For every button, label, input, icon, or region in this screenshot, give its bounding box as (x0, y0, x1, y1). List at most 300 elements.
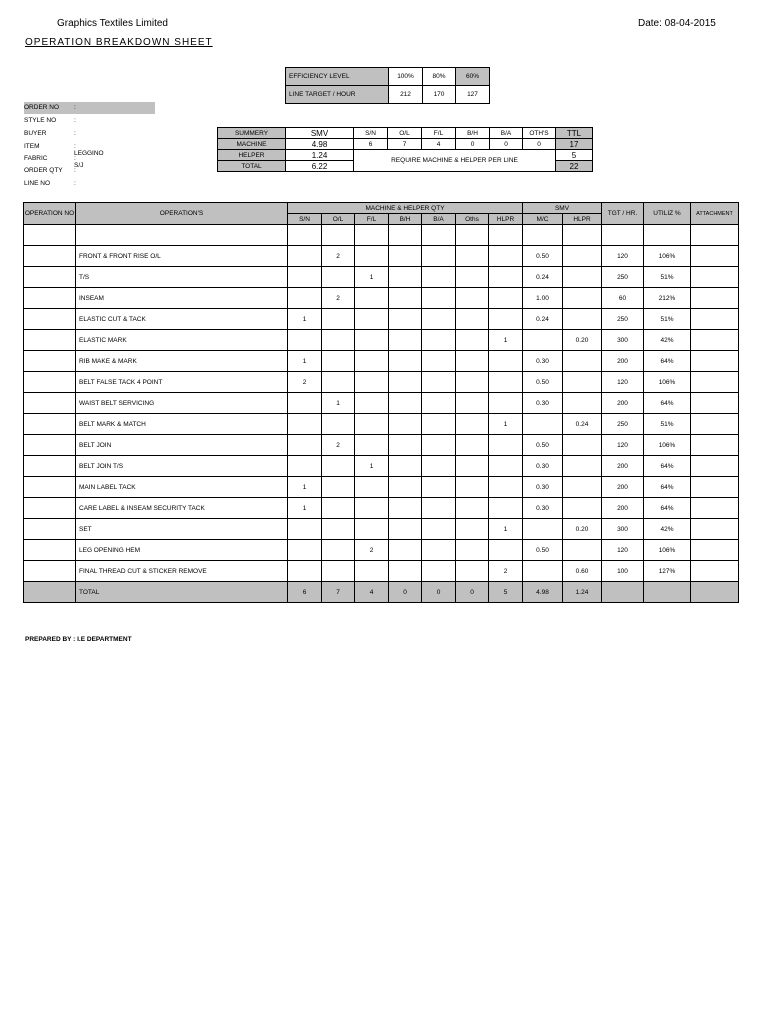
info-value: : (74, 117, 76, 124)
table-cell: 51% (644, 267, 691, 288)
table-cell: 200 (602, 498, 644, 519)
table-cell (489, 477, 523, 498)
table-cell: 1 (489, 519, 523, 540)
table-cell (563, 288, 602, 309)
table-cell: 0.30 (523, 498, 563, 519)
summary-count: 4 (422, 139, 456, 150)
table-cell (389, 477, 422, 498)
table-cell (563, 393, 602, 414)
table-cell (456, 246, 489, 267)
table-cell (563, 372, 602, 393)
table-cell (355, 561, 389, 582)
table-cell (456, 561, 489, 582)
col-header-operation-no: OPERATION NO (24, 203, 76, 225)
summary-count: 7 (388, 139, 422, 150)
operation-no-cell (24, 498, 76, 519)
info-value: : (74, 180, 76, 187)
operation-name: FRONT & FRONT RISE O/L (76, 246, 288, 267)
operation-no-cell (24, 435, 76, 456)
operation-no-cell (24, 330, 76, 351)
summary-header: S/N (354, 128, 388, 139)
table-cell: 64% (644, 456, 691, 477)
table-cell (456, 477, 489, 498)
table-cell: 0 (422, 582, 456, 603)
line-target-label: LINE TARGET / HOUR (286, 86, 389, 104)
table-cell (322, 225, 355, 246)
table-cell (355, 309, 389, 330)
attachment-cell (691, 246, 739, 267)
table-cell (322, 540, 355, 561)
table-cell: 1 (288, 351, 322, 372)
operation-no-cell (24, 309, 76, 330)
table-cell (489, 309, 523, 330)
attachment-cell (691, 435, 739, 456)
operation-name: MAIN LABEL TACK (76, 477, 288, 498)
col-header-smv: SMV (523, 203, 602, 214)
table-cell (389, 372, 422, 393)
table-cell (489, 540, 523, 561)
table-cell (389, 330, 422, 351)
operation-no-cell (24, 393, 76, 414)
table-cell (389, 225, 422, 246)
table-cell (489, 372, 523, 393)
table-cell: 2 (322, 246, 355, 267)
summary-header: O/L (388, 128, 422, 139)
info-label: STYLE NO (24, 117, 57, 124)
table-cell (389, 288, 422, 309)
summary-count: 0 (523, 139, 556, 150)
table-cell (389, 540, 422, 561)
table-cell (456, 225, 489, 246)
sub-header: HLPR (563, 214, 602, 225)
operation-no-cell (24, 351, 76, 372)
table-cell: 0 (456, 582, 489, 603)
sub-header: Oths (456, 214, 489, 225)
table-cell (563, 456, 602, 477)
table-row (24, 414, 739, 435)
sheet-date: Date: 08-04-2015 (638, 18, 716, 29)
table-cell (456, 519, 489, 540)
table-cell (422, 267, 456, 288)
table-cell (288, 414, 322, 435)
col-header-machine-helper: MACHINE & HELPER QTY (288, 203, 523, 214)
table-row (24, 330, 739, 351)
table-cell: 106% (644, 540, 691, 561)
efficiency-cell: 60% (456, 68, 490, 86)
sub-header: B/A (422, 214, 456, 225)
line-target-row (286, 86, 490, 104)
table-cell (489, 393, 523, 414)
table-cell (456, 435, 489, 456)
table-total-row (24, 582, 739, 603)
table-cell: 200 (602, 477, 644, 498)
table-cell (389, 456, 422, 477)
table-cell: 300 (602, 330, 644, 351)
table-cell (489, 246, 523, 267)
line-target-cell: 127 (456, 86, 490, 104)
table-cell (288, 435, 322, 456)
table-cell (489, 225, 523, 246)
table-cell (523, 561, 563, 582)
table-row (24, 288, 739, 309)
table-cell (644, 225, 691, 246)
table-cell (456, 351, 489, 372)
summary-ttl: 17 (556, 139, 593, 150)
info-label: FABRIC (24, 155, 48, 162)
table-cell (602, 582, 644, 603)
table-cell (563, 351, 602, 372)
sub-header: M/C (523, 214, 563, 225)
info-value: : (74, 104, 76, 111)
info-value: : S/J (74, 155, 84, 169)
attachment-cell (691, 456, 739, 477)
table-cell: 0.50 (523, 246, 563, 267)
info-value: : (74, 130, 76, 137)
table-cell: 1 (288, 309, 322, 330)
table-cell (563, 498, 602, 519)
table-cell (288, 540, 322, 561)
attachment-cell (691, 540, 739, 561)
operation-name: SET (76, 519, 288, 540)
table-cell: 42% (644, 519, 691, 540)
table-cell (489, 267, 523, 288)
table-cell: 7 (322, 582, 355, 603)
operation-name: TOTAL (76, 582, 288, 603)
summary-label: HELPER (218, 150, 286, 161)
table-cell (76, 225, 288, 246)
table-cell (456, 267, 489, 288)
summary-header: B/H (456, 128, 490, 139)
operation-no-cell (24, 582, 76, 603)
table-cell (489, 456, 523, 477)
table-cell (355, 435, 389, 456)
table-cell: 120 (602, 540, 644, 561)
table-cell: 212% (644, 288, 691, 309)
efficiency-cell: 80% (423, 68, 456, 86)
table-cell (389, 498, 422, 519)
attachment-cell (691, 393, 739, 414)
table-cell: 64% (644, 477, 691, 498)
operation-name: RIB MAKE & MARK (76, 351, 288, 372)
table-row (24, 561, 739, 582)
attachment-cell (691, 498, 739, 519)
summary-note: REQUIRE MACHINE & HELPER PER LINE (354, 150, 556, 172)
operation-no-cell (24, 246, 76, 267)
table-cell (456, 540, 489, 561)
attachment-cell (691, 582, 739, 603)
line-target-cell: 212 (389, 86, 423, 104)
table-cell (456, 309, 489, 330)
operation-name: ELASTIC MARK (76, 330, 288, 351)
table-cell (422, 519, 456, 540)
efficiency-level-label: EFFICIENCY LEVEL (286, 68, 389, 86)
table-cell (322, 561, 355, 582)
table-cell (322, 351, 355, 372)
page-title: OPERATION BREAKDOWN SHEET (25, 37, 213, 48)
operation-no-cell (24, 477, 76, 498)
table-cell (322, 477, 355, 498)
table-cell: 300 (602, 519, 644, 540)
table-cell (389, 267, 422, 288)
table-cell: 120 (602, 246, 644, 267)
table-cell (563, 540, 602, 561)
table-row (24, 351, 739, 372)
table-cell (422, 540, 456, 561)
table-cell: 0.24 (523, 267, 563, 288)
table-cell (288, 246, 322, 267)
table-cell (456, 414, 489, 435)
table-header-row (24, 203, 739, 214)
table-cell (288, 267, 322, 288)
operations-table (23, 202, 739, 603)
table-cell: 106% (644, 435, 691, 456)
table-cell: 1 (489, 414, 523, 435)
table-cell: 120 (602, 372, 644, 393)
table-cell (288, 561, 322, 582)
efficiency-cell: 100% (389, 68, 423, 86)
table-cell (489, 288, 523, 309)
info-label: LINE NO (24, 180, 51, 187)
table-cell: 200 (602, 456, 644, 477)
table-row (24, 246, 739, 267)
table-cell (288, 393, 322, 414)
table-cell: 1 (322, 393, 355, 414)
table-cell (456, 456, 489, 477)
table-cell: 0.24 (523, 309, 563, 330)
table-cell (422, 225, 456, 246)
info-label: BUYER (24, 130, 47, 137)
table-cell: 1 (288, 498, 322, 519)
table-cell (489, 498, 523, 519)
table-cell (322, 414, 355, 435)
attachment-cell (691, 351, 739, 372)
table-cell (288, 288, 322, 309)
table-row (24, 456, 739, 477)
attachment-cell (691, 309, 739, 330)
table-cell: 51% (644, 414, 691, 435)
summary-smv: 1.24 (286, 150, 354, 161)
operation-no-cell (24, 372, 76, 393)
table-cell: 200 (602, 393, 644, 414)
table-cell (489, 435, 523, 456)
table-cell (389, 309, 422, 330)
table-cell: 0.50 (523, 435, 563, 456)
summary-header: F/L (422, 128, 456, 139)
table-cell (389, 414, 422, 435)
table-cell: 64% (644, 498, 691, 519)
table-cell: 2 (288, 372, 322, 393)
table-cell: 100 (602, 561, 644, 582)
summary-header: SUMMERY (218, 128, 286, 139)
operation-name: WAIST BELT SERVICING (76, 393, 288, 414)
table-cell (24, 225, 76, 246)
table-cell (288, 456, 322, 477)
info-label: ORDER QTY (24, 167, 63, 174)
table-cell: 0.50 (523, 372, 563, 393)
table-row (24, 309, 739, 330)
summary-header: B/A (490, 128, 523, 139)
sub-header: O/L (322, 214, 355, 225)
table-cell (523, 519, 563, 540)
table-cell: 2 (322, 435, 355, 456)
table-cell: 5 (489, 582, 523, 603)
sub-header: B/H (389, 214, 422, 225)
table-cell (389, 435, 422, 456)
table-cell: 0.30 (523, 477, 563, 498)
table-cell: 2 (355, 540, 389, 561)
table-cell (355, 372, 389, 393)
table-cell: 127% (644, 561, 691, 582)
table-cell: 106% (644, 372, 691, 393)
sub-header: F/L (355, 214, 389, 225)
attachment-cell (691, 414, 739, 435)
table-cell (322, 519, 355, 540)
table-cell (355, 393, 389, 414)
summary-label: MACHINE (218, 139, 286, 150)
table-cell (422, 414, 456, 435)
operation-name: T/S (76, 267, 288, 288)
table-cell: 1.24 (563, 582, 602, 603)
summary-ttl: 5 (556, 150, 593, 161)
table-cell: 0.20 (563, 330, 602, 351)
operation-name: BELT JOIN (76, 435, 288, 456)
table-cell (322, 267, 355, 288)
table-cell: 0.20 (563, 519, 602, 540)
table-cell (456, 330, 489, 351)
sub-header: HLPR (489, 214, 523, 225)
table-row (24, 267, 739, 288)
table-cell: 106% (644, 246, 691, 267)
table-cell: 200 (602, 351, 644, 372)
operation-name: INSEAM (76, 288, 288, 309)
table-cell (563, 309, 602, 330)
table-cell: 42% (644, 330, 691, 351)
table-cell (422, 477, 456, 498)
attachment-cell (691, 288, 739, 309)
table-cell (563, 267, 602, 288)
table-cell: 250 (602, 414, 644, 435)
table-cell (523, 414, 563, 435)
sub-header: S/N (288, 214, 322, 225)
summary-header: TTL (556, 128, 593, 139)
table-cell (322, 498, 355, 519)
table-cell: 1 (489, 330, 523, 351)
table-cell: 0.30 (523, 456, 563, 477)
table-cell: 1 (355, 267, 389, 288)
table-cell (422, 561, 456, 582)
summary-table (217, 127, 593, 172)
efficiency-level-row (286, 68, 490, 86)
table-cell (563, 246, 602, 267)
table-cell: 0.24 (563, 414, 602, 435)
table-cell (691, 225, 739, 246)
table-cell (322, 330, 355, 351)
table-row (24, 498, 739, 519)
table-cell (355, 246, 389, 267)
efficiency-table (285, 67, 490, 104)
table-cell (322, 456, 355, 477)
table-cell: 250 (602, 267, 644, 288)
table-row (24, 540, 739, 561)
table-cell: 4.98 (523, 582, 563, 603)
table-cell (563, 435, 602, 456)
table-cell (563, 477, 602, 498)
table-cell (389, 561, 422, 582)
col-header-attachment: ATTACHMENT (691, 203, 739, 225)
info-label: ITEM (24, 143, 40, 150)
table-cell: 64% (644, 351, 691, 372)
operation-no-cell (24, 540, 76, 561)
table-cell (422, 435, 456, 456)
table-cell (355, 498, 389, 519)
table-cell (288, 519, 322, 540)
table-cell (422, 309, 456, 330)
table-cell (288, 330, 322, 351)
table-cell (456, 288, 489, 309)
table-cell (389, 519, 422, 540)
summary-count: 6 (354, 139, 388, 150)
summary-count: 0 (456, 139, 490, 150)
table-cell (563, 225, 602, 246)
table-cell: 0.50 (523, 540, 563, 561)
operation-no-cell (24, 519, 76, 540)
operation-name: BELT FALSE TACK 4 POINT (76, 372, 288, 393)
table-cell (389, 351, 422, 372)
table-cell (644, 582, 691, 603)
table-cell: 2 (489, 561, 523, 582)
table-cell (355, 477, 389, 498)
line-target-cell: 170 (423, 86, 456, 104)
table-cell (422, 351, 456, 372)
summary-ttl: 22 (556, 161, 593, 172)
table-cell (422, 246, 456, 267)
attachment-cell (691, 561, 739, 582)
summary-smv: 4.98 (286, 139, 354, 150)
table-cell: 0 (389, 582, 422, 603)
table-cell (422, 330, 456, 351)
operation-no-cell (24, 288, 76, 309)
attachment-cell (691, 330, 739, 351)
attachment-cell (691, 267, 739, 288)
table-cell: 0.30 (523, 351, 563, 372)
operation-no-cell (24, 561, 76, 582)
summary-header: OTH'S (523, 128, 556, 139)
table-cell (389, 393, 422, 414)
table-cell (389, 246, 422, 267)
table-cell (288, 225, 322, 246)
col-header-utiliz: UTILIZ % (644, 203, 691, 225)
table-cell: 64% (644, 393, 691, 414)
table-cell (602, 225, 644, 246)
info-label: ORDER NO (24, 104, 60, 111)
col-header-tgt: TGT / HR. (602, 203, 644, 225)
operation-name: BELT JOIN T/S (76, 456, 288, 477)
summary-count: 0 (490, 139, 523, 150)
operation-name: LEG OPENING HEM (76, 540, 288, 561)
table-cell (322, 372, 355, 393)
table-cell: 250 (602, 309, 644, 330)
table-row-blank (24, 225, 739, 246)
table-cell (322, 309, 355, 330)
table-cell (355, 351, 389, 372)
table-row (24, 519, 739, 540)
table-cell (523, 330, 563, 351)
col-header-operations: OPERATION'S (76, 203, 288, 225)
table-cell (355, 288, 389, 309)
table-row (24, 372, 739, 393)
attachment-cell (691, 477, 739, 498)
table-cell: 60 (602, 288, 644, 309)
